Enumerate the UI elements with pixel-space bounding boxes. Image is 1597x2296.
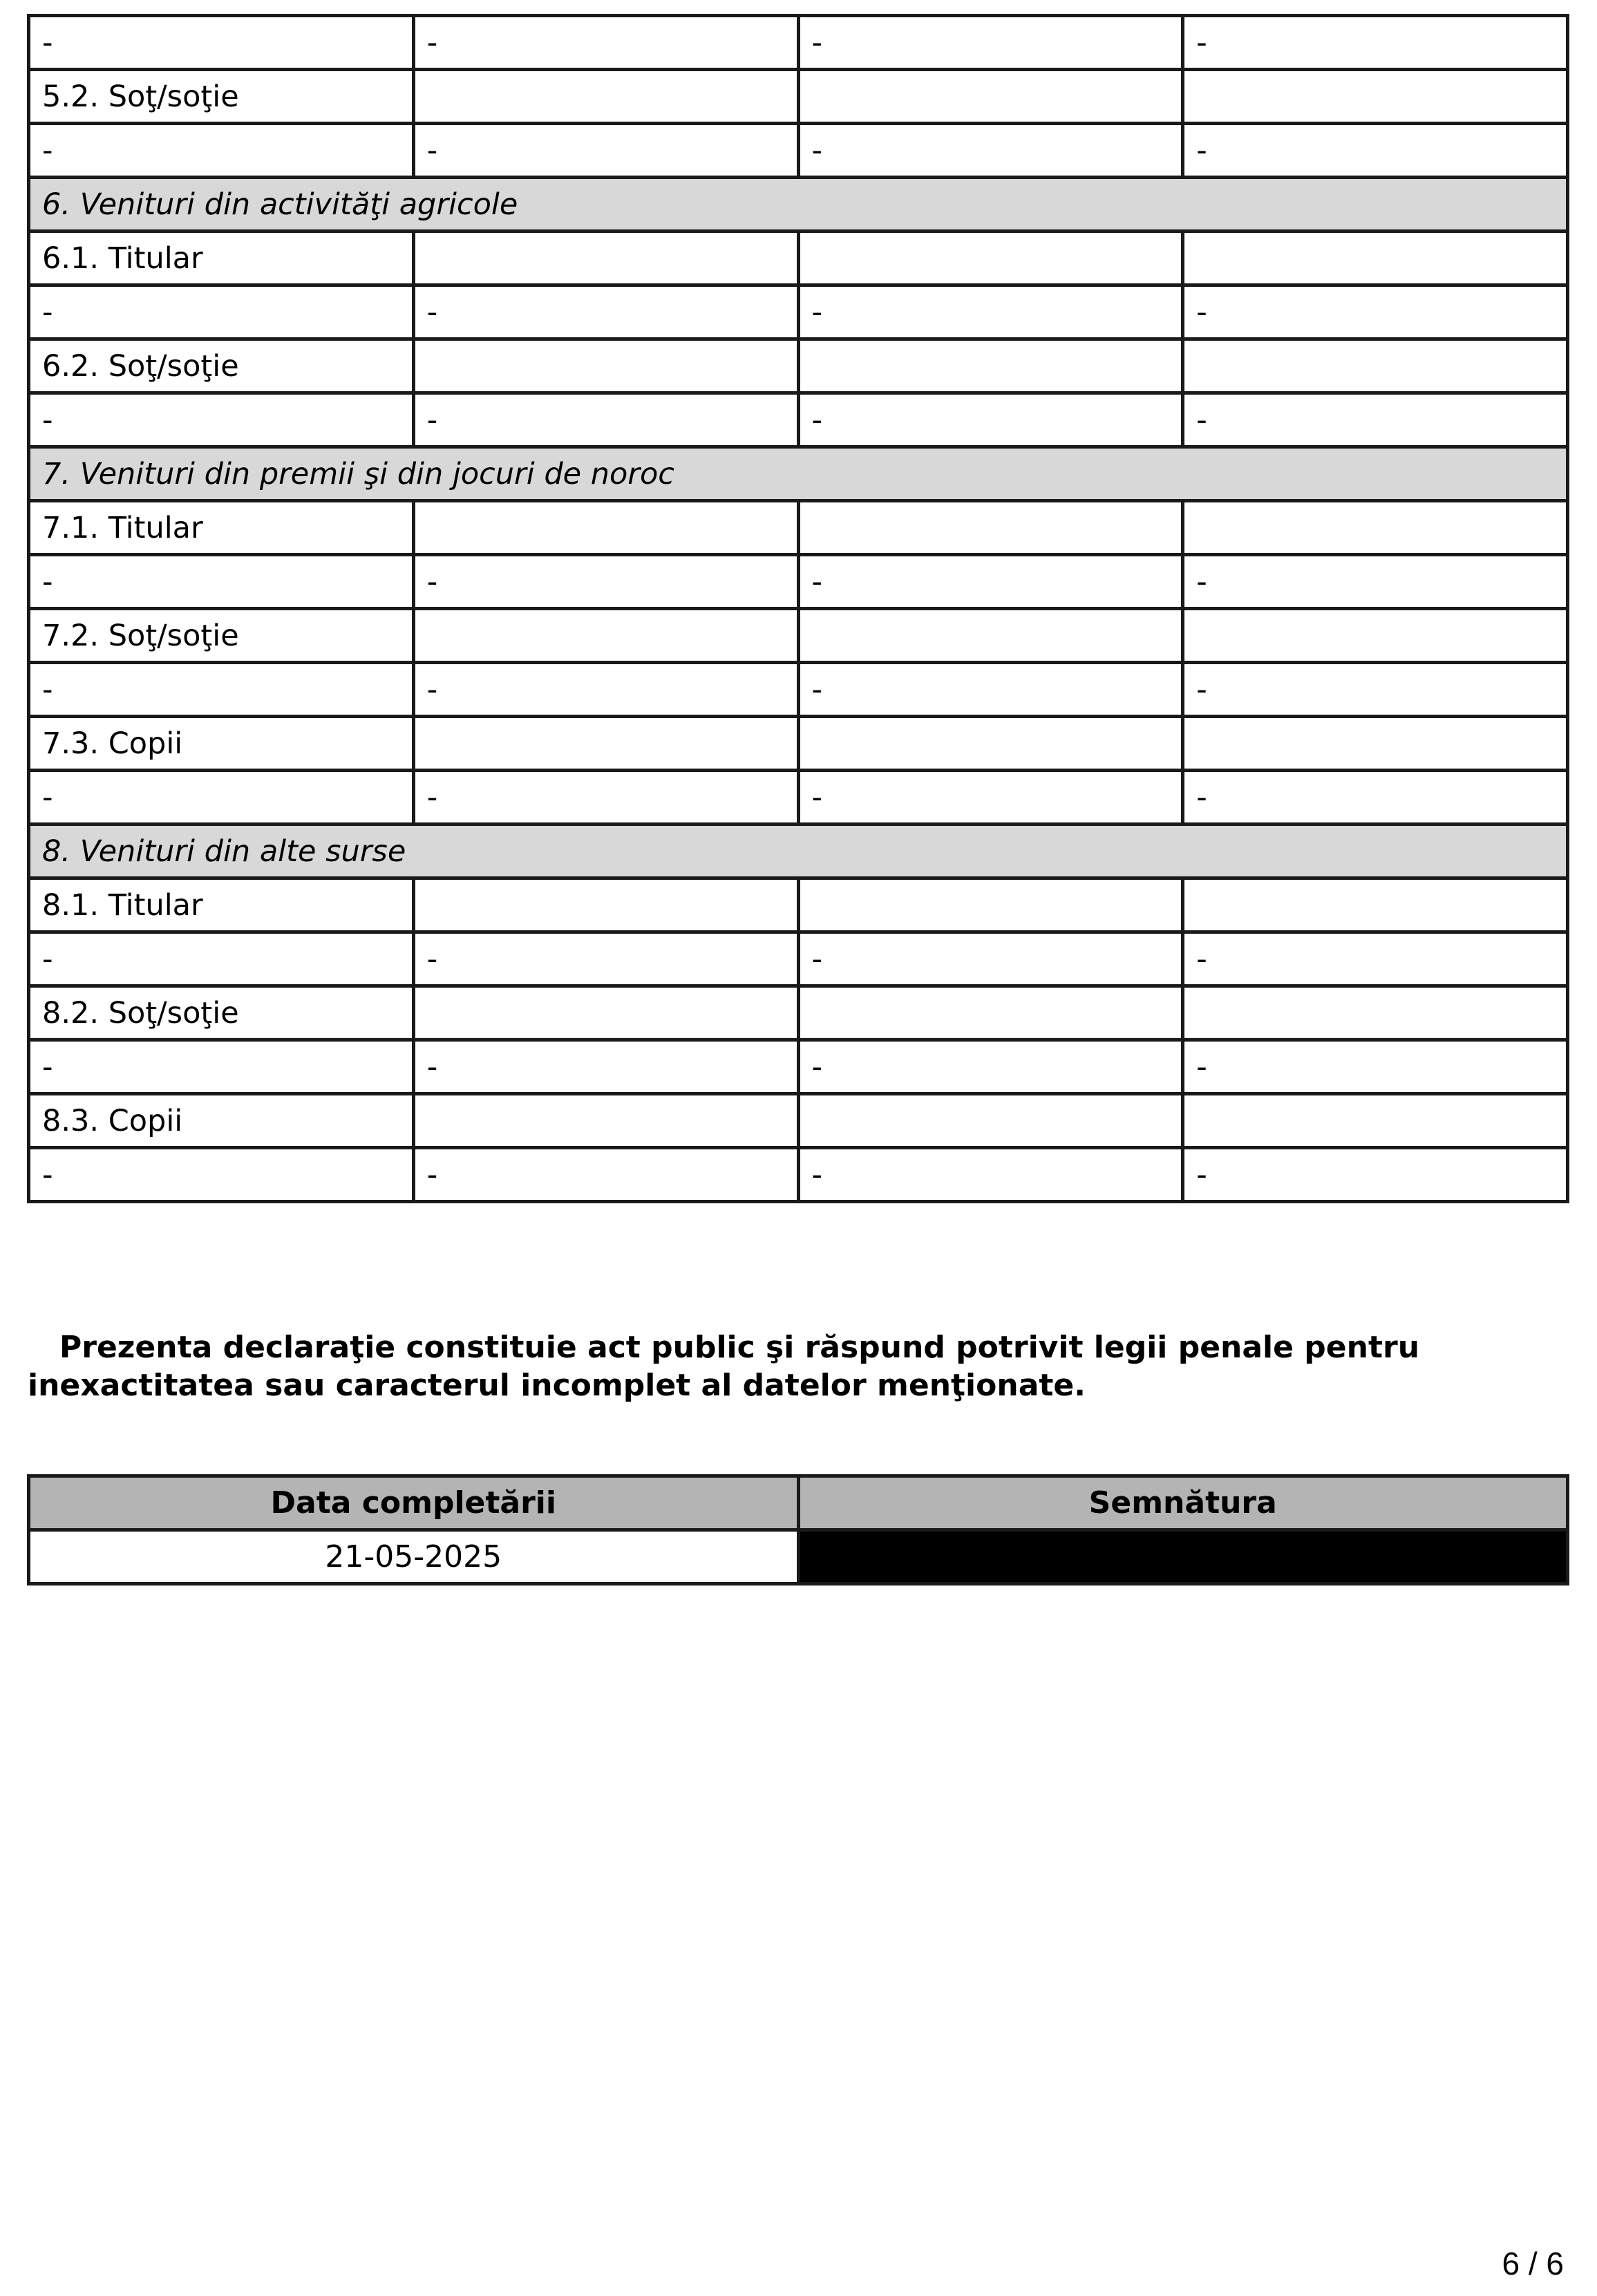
value-cell: -: [29, 932, 414, 986]
person-label-cell: 7.3. Copii: [29, 717, 414, 771]
value-cell: -: [798, 285, 1183, 339]
value-cell: [413, 339, 798, 393]
person-row: [29, 70, 1568, 124]
page-number: 6 / 6: [1502, 2246, 1564, 2281]
value-cell: -: [29, 16, 414, 70]
value-cell: -: [413, 393, 798, 447]
value-cell: -: [413, 932, 798, 986]
value-cell: [1183, 1094, 1568, 1148]
value-cell: [1183, 70, 1568, 124]
value-cell: -: [413, 1148, 798, 1202]
section-row: [29, 447, 1568, 501]
value-cell: -: [29, 393, 414, 447]
signature-table-row: [29, 1530, 1568, 1584]
value-cell: -: [798, 555, 1183, 609]
person-row: [29, 878, 1568, 932]
data-row: [29, 285, 1568, 339]
date-header: Data completării: [29, 1476, 799, 1530]
value-cell: [798, 986, 1183, 1040]
data-row: [29, 16, 1568, 70]
value-cell: -: [413, 285, 798, 339]
person-row: [29, 1094, 1568, 1148]
value-cell: -: [798, 124, 1183, 178]
data-row: [29, 1148, 1568, 1202]
value-cell: -: [1183, 124, 1568, 178]
value-cell: -: [29, 771, 414, 825]
value-cell: [1183, 717, 1568, 771]
value-cell: [1183, 501, 1568, 555]
signature-redacted: [798, 1530, 1568, 1584]
data-row: [29, 555, 1568, 609]
value-cell: -: [1183, 16, 1568, 70]
data-row: [29, 771, 1568, 825]
person-label-cell: 8.1. Titular: [29, 878, 414, 932]
value-cell: [798, 339, 1183, 393]
value-cell: -: [1183, 663, 1568, 717]
value-cell: -: [413, 124, 798, 178]
person-row: [29, 717, 1568, 771]
value-cell: -: [1183, 285, 1568, 339]
value-cell: -: [29, 124, 414, 178]
value-cell: -: [1183, 932, 1568, 986]
value-cell: -: [798, 16, 1183, 70]
person-row: [29, 232, 1568, 285]
value-cell: [1183, 609, 1568, 663]
section-title: 6. Venituri din activităţi agricole: [29, 178, 1568, 232]
person-label-cell: 6.2. Soţ/soţie: [29, 339, 414, 393]
legal-statement: Prezenta declaraţie constituie act public şi răspund potrivit legii penale pentru inexactitatea sau caracterul incomplet al datelor menţionate.: [28, 1330, 1420, 1403]
person-row: [29, 339, 1568, 393]
value-cell: -: [1183, 555, 1568, 609]
income-table-body: [29, 16, 1568, 1202]
value-cell: -: [29, 1148, 414, 1202]
value-cell: -: [413, 771, 798, 825]
signature-header: Semnătura: [798, 1476, 1568, 1530]
value-cell: [1183, 339, 1568, 393]
data-row: [29, 663, 1568, 717]
value-cell: -: [29, 1040, 414, 1094]
value-cell: [413, 70, 798, 124]
value-cell: [798, 878, 1183, 932]
value-cell: [413, 609, 798, 663]
section-title: 8. Venituri din alte surse: [29, 825, 1568, 878]
person-row: [29, 501, 1568, 555]
value-cell: [1183, 232, 1568, 285]
value-cell: -: [1183, 1148, 1568, 1202]
value-cell: -: [1183, 771, 1568, 825]
person-label-cell: 7.2. Soţ/soţie: [29, 609, 414, 663]
completion-date: 21-05-2025: [29, 1530, 799, 1584]
value-cell: -: [798, 771, 1183, 825]
value-cell: [413, 986, 798, 1040]
value-cell: [798, 70, 1183, 124]
person-row: [29, 609, 1568, 663]
data-row: [29, 932, 1568, 986]
value-cell: -: [798, 932, 1183, 986]
value-cell: [413, 717, 798, 771]
value-cell: [798, 1094, 1183, 1148]
value-cell: -: [798, 1040, 1183, 1094]
value-cell: [798, 501, 1183, 555]
value-cell: -: [1183, 393, 1568, 447]
value-cell: -: [413, 16, 798, 70]
value-cell: [413, 501, 798, 555]
value-cell: -: [413, 1040, 798, 1094]
value-cell: [1183, 878, 1568, 932]
value-cell: [413, 878, 798, 932]
value-cell: -: [798, 1148, 1183, 1202]
section-row: [29, 178, 1568, 232]
person-label-cell: 8.3. Copii: [29, 1094, 414, 1148]
value-cell: [413, 232, 798, 285]
person-label-cell: 7.1. Titular: [29, 501, 414, 555]
data-row: [29, 393, 1568, 447]
value-cell: [798, 609, 1183, 663]
data-row: [29, 1040, 1568, 1094]
person-label-cell: 6.1. Titular: [29, 232, 414, 285]
value-cell: [798, 232, 1183, 285]
person-row: [29, 986, 1568, 1040]
value-cell: -: [413, 663, 798, 717]
value-cell: -: [29, 663, 414, 717]
data-row: [29, 124, 1568, 178]
person-label-cell: 5.2. Soţ/soţie: [29, 70, 414, 124]
value-cell: -: [29, 285, 414, 339]
value-cell: [413, 1094, 798, 1148]
signature-table-header-row: [29, 1476, 1568, 1530]
value-cell: -: [413, 555, 798, 609]
value-cell: -: [798, 663, 1183, 717]
income-table: [27, 14, 1569, 1203]
value-cell: [1183, 986, 1568, 1040]
section-title: 7. Venituri din premii şi din jocuri de noroc: [29, 447, 1568, 501]
value-cell: -: [29, 555, 414, 609]
section-row: [29, 825, 1568, 878]
value-cell: [798, 717, 1183, 771]
value-cell: -: [1183, 1040, 1568, 1094]
signature-table: [27, 1474, 1569, 1585]
person-label-cell: 8.2. Soţ/soţie: [29, 986, 414, 1040]
value-cell: -: [798, 393, 1183, 447]
